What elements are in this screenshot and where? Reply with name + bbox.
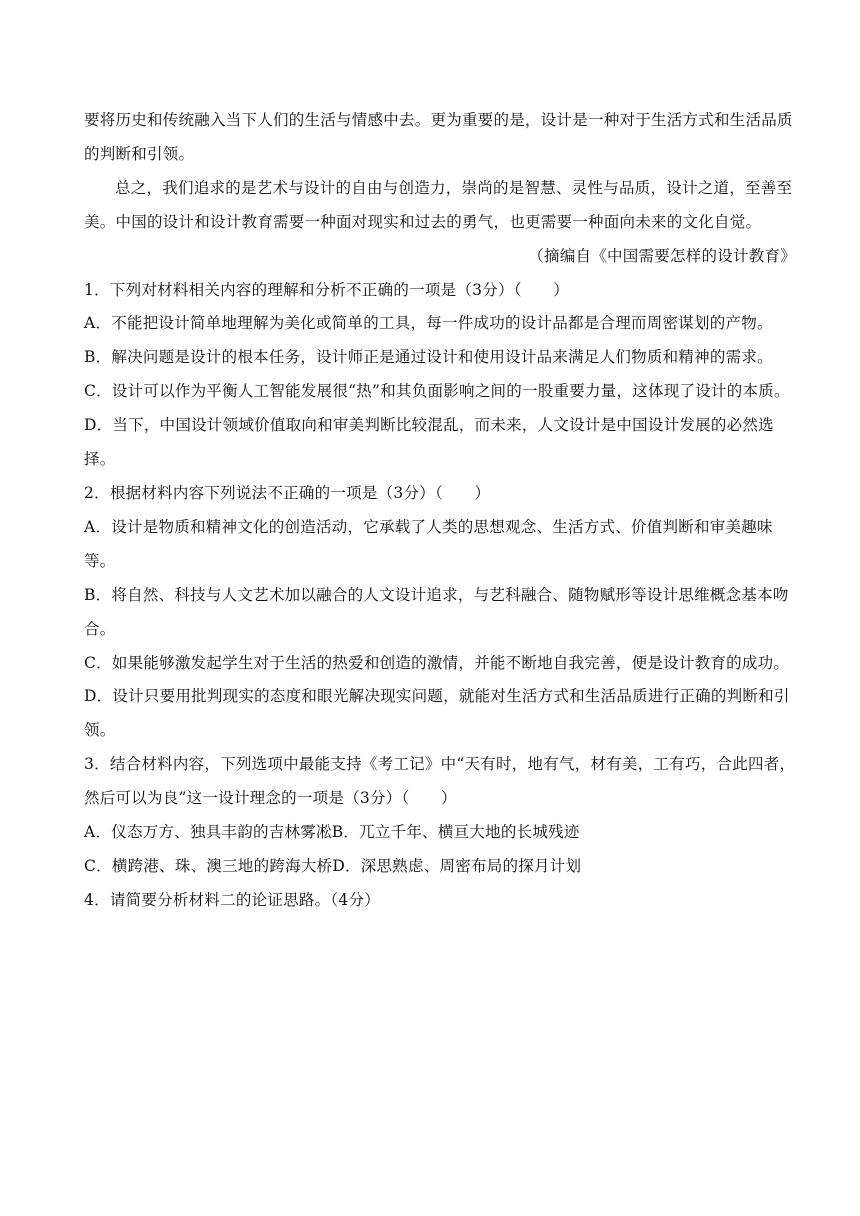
question-3-stem: 3．结合材料内容，下列选项中最能支持《考工记》中“天有时，地有气，材有美，工有巧，合此四者，然后可以为良”这一设计理念的一项是（3分）（ ） <box>84 755 796 808</box>
question-3-option-d: D．深思熟虑、周密布局的探月计划 <box>332 856 582 875</box>
question-4-stem: 4．请简要分析材料二的论证思路。（4分） <box>84 890 380 909</box>
question-3-options-row-1 <box>84 816 796 850</box>
question-3-option-a: A．仪态万方、独具丰韵的吉林雾凇 <box>84 823 332 842</box>
question-3-option-c: C．横跨港、珠、澳三地的跨海大桥 <box>84 856 333 875</box>
question-3-option-b: B．兀立千年、横亘大地的长城残迹 <box>331 823 580 842</box>
question-2-option-c: C．如果能够激发起学生对于生活的热爱和创造的激情，并能不断地自我完善，便是设计教育的成功。 <box>84 653 790 672</box>
question-2-stem: 2．根据材料内容下列说法不正确的一项是（3分）（ ） <box>84 483 491 502</box>
question-1-option-b: B．解决问题是设计的根本任务，设计师正是通过设计和使用设计品来满足人们物质和精神的需求。 <box>84 348 773 367</box>
question-2-option-d: D．设计只要用批判现实的态度和眼光解决现实问题，就能对生活方式和生活品质进行正确的判断和引领。 <box>84 687 790 740</box>
source-citation: （摘编自《中国需要怎样的设计教育》 <box>528 246 796 265</box>
question-1-stem: 1．下列对材料相关内容的理解和分析不正确的一项是（3分）（ ） <box>84 280 569 299</box>
question-2 <box>84 477 796 748</box>
question-2-option-b: B．将自然、科技与人文艺术加以融合的人文设计追求，与艺科融合、随物赋形等设计思维概念基本吻合。 <box>84 585 789 638</box>
passage-paragraph-2: 总之，我们追求的是艺术与设计的自由与创造力，崇尚的是智慧、灵性与品质，设计之道，至善至美。中国的设计和设计教育需要一种面对现实和过去的勇气，也更需要一种面向未来的文化自觉。 <box>84 178 793 231</box>
question-3-options-row-2 <box>84 850 796 884</box>
question-1-option-d: D．当下，中国设计领域价值取向和审美判断比较混乱，而未来，人文设计是中国设计发展的必然选择。 <box>84 416 774 469</box>
question-4 <box>84 884 796 918</box>
question-2-option-a: A．设计是物质和精神文化的创造活动，它承载了人类的思想观念、生活方式、价值判断和审美趣味等。 <box>84 517 773 570</box>
passage-paragraph-1: 要将历史和传统融入当下人们的生活与情感中去。更为重要的是，设计是一种对于生活方式和生活品质的判断和引领。 <box>84 111 793 163</box>
document-content <box>84 104 796 918</box>
question-3 <box>84 748 796 884</box>
question-1-option-a: A．不能把设计简单地理解为美化或简单的工具，每一件成功的设计品都是合理而周密谋划的产物。 <box>84 314 773 333</box>
question-1 <box>84 274 796 477</box>
question-1-option-c: C．设计可以作为平衡人工智能发展很“热”和其负面影响之间的一股重要力量，这体现了设计的本质。 <box>84 382 790 401</box>
